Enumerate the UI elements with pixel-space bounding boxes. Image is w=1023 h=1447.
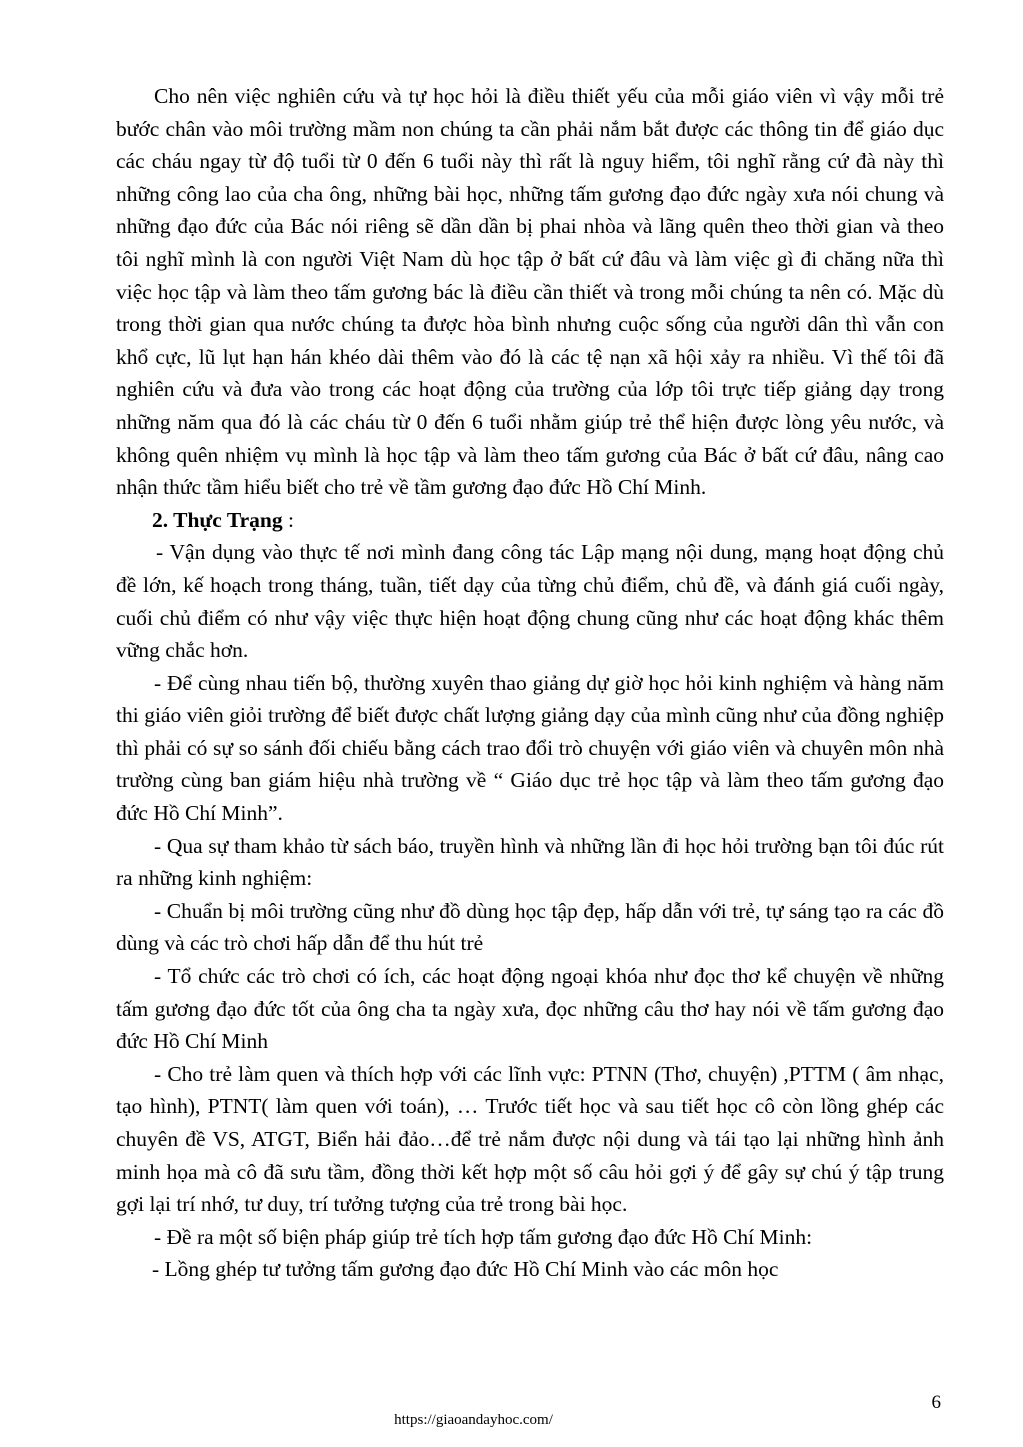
page-number: 6	[931, 1392, 941, 1413]
paragraph-preparation: - Chuẩn bị môi trường cũng như đồ dùng học tập đẹp, hấp dẫn với trẻ, tự sáng tạo ra các đồ dùng và các trò chơi hấp dẫn để thu hút trẻ	[116, 898, 944, 956]
section-heading-title: 2. Thực Trạng	[152, 507, 283, 532]
footer-url	[0, 1412, 1023, 1429]
footer-url-text: https://giaoandayhoc.com/	[394, 1412, 553, 1428]
paragraph-practice: - Vận dụng vào thực tế nơi mình đang công tác Lập mạng nội dung, mạng hoạt động chủ đề lớn, kế hoạch trong tháng, tuần, tiết dạy của từng chủ điểm, chủ đề, và đánh giá cuối ngày, cuối chủ điểm có như vậy việc thực hiện hoạt động chung cũng như các hoạt động khác thêm vững chắc hơn.	[116, 540, 944, 663]
section-heading	[116, 504, 944, 537]
paragraph-integration: - Lồng ghép tư tưởng tấm gương đạo đức Hồ Chí Minh vào các môn học	[152, 1257, 779, 1282]
paragraph-progress: - Để cùng nhau tiến bộ, thường xuyên thao giảng dự giờ học hỏi kinh nghiệm và hàng năm thi giáo viên giỏi trường để biết được chất lượng giảng dạy của mình cũng như của đồng nghiệp thì phải có sự so sánh đối chiếu bằng cách trao đổi trò chuyện với giáo viên và chuyên môn nhà trường cùng ban giám hiệu nhà trường về “ Giáo dục trẻ học tập và làm theo tấm gương đạo đức Hồ Chí Minh”.	[116, 670, 944, 826]
paragraph-measures: - Đề ra một số biện pháp giúp trẻ tích hợp tấm gương đạo đức Hồ Chí Minh:	[154, 1224, 813, 1249]
document-body	[116, 80, 944, 1286]
paragraph-games: - Tổ chức các trò chơi có ích, các hoạt động ngoại khóa như đọc thơ kể chuyện về những tấm gương đạo đức tốt của ông cha ta ngày xưa, đọc những câu thơ hay nói về tấm gương đạo đức Hồ Chí Minh	[116, 964, 944, 1054]
section-heading-suffix: :	[282, 507, 294, 532]
intro-paragraph: Cho nên việc nghiên cứu và tự học hỏi là điều thiết yếu của mỗi giáo viên vì vậy mỗi trẻ bước chân vào môi trường mầm non chúng ta cần phải nắm bắt được các thông tin để giáo dục các cháu ngay từ độ tuổi từ 0 đến 6 tuổi này thì rất là nguy hiểm, tôi nghĩ rằng cứ đà này thì những công lao của cha ông, những bài học, những tấm gương đạo đức ngày xưa nói chung và những đạo đức của Bác nói riêng sẽ dần dần bị phai nhòa và lãng quên theo thời gian và theo tôi nghĩ mình là con người Việt Nam dù học tập ở bất cứ đâu và làm việc gì đi chăng nữa thì việc học tập và làm theo tấm gương bác là điều cần thiết và trong mỗi chúng ta nên có. Mặc dù trong thời gian qua nước chúng ta được hòa bình nhưng cuộc sống của người dân thì vẫn con khổ cực, lũ lụt hạn hán khéo dài thêm vào đó là các tệ nạn xã hội xảy ra nhiều. Vì thế tôi đã nghiên cứu và đưa vào trong các hoạt động của trường của lớp tôi trực tiếp giảng dạy trong những năm qua đó là các cháu từ 0 đến 6 tuổi nhằm giúp trẻ thể hiện được lòng yêu nước, và không quên nhiệm vụ mình là học tập và làm theo tấm gương của Bác ở bất cứ đâu, nâng cao nhận thức tầm hiểu biết cho trẻ về tầm gương đạo đức Hồ Chí Minh.	[116, 84, 944, 500]
paragraph-reference: - Qua sự tham khảo từ sách báo, truyền hình và những lần đi học hỏi trường bạn tôi đúc rút ra những kinh nghiệm:	[116, 833, 944, 891]
paragraph-fields: - Cho trẻ làm quen và thích hợp với các lĩnh vực: PTNN (Thơ, chuyện) ,PTTM ( âm nhạc, tạo hình), PTNT( làm quen với toán), … Trước tiết học và sau tiết học cô còn lồng ghép các chuyên đề VS, ATGT, Biển hải đảo…để trẻ nắm được nội dung và tái tạo lại những hình ảnh minh họa mà cô đã sưu tầm, đồng thời kết hợp một số câu hỏi gợi ý để gây sự chú ý tập trung gợi lại trí nhớ, tư duy, trí tưởng tượng của trẻ trong bài học.	[116, 1061, 944, 1217]
